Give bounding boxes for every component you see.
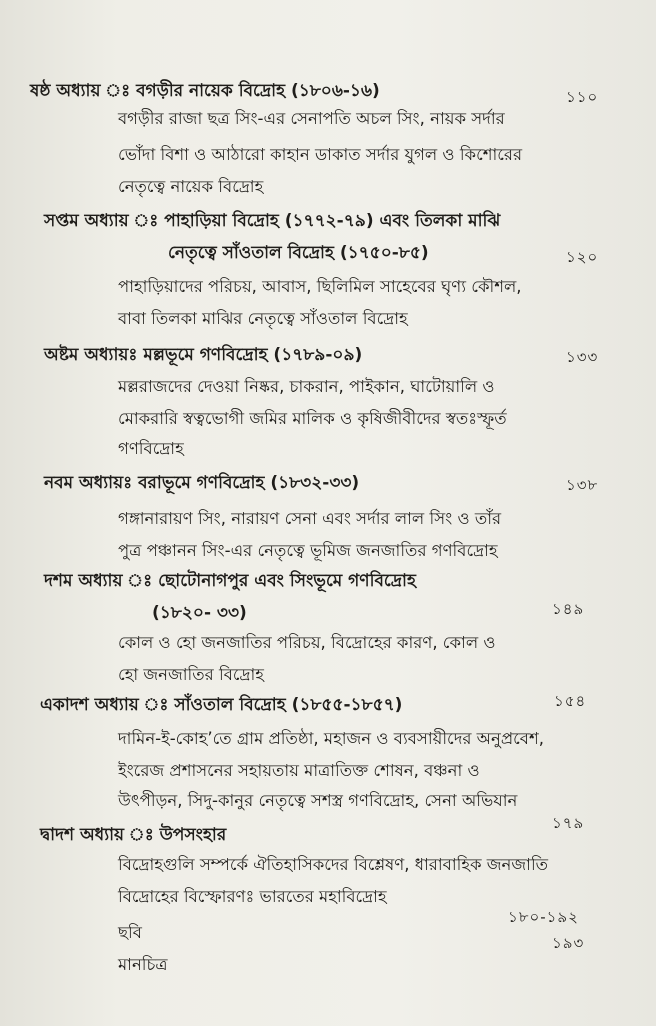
- chapter-8-line-3: গণবিদ্রোহ: [118, 439, 184, 458]
- chapter-8-heading: অষ্টম অধ্যায়ঃ মল্লভূমে গণবিদ্রোহ (১৭৮৯-০৯): [44, 345, 363, 365]
- chapter-6-page: ১১০: [566, 88, 599, 106]
- chapter-12-line-1: বিদ্রোহগুলি সম্পর্কে ঐতিহাসিকদের বিশ্লেষণ, ধারাবাহিক জনজাতি: [118, 855, 549, 874]
- chapter-9-heading: নবম অধ্যায়ঃ বরাভূমে গণবিদ্রোহ (১৮৩২-৩৩): [44, 473, 360, 493]
- chapter-9-line-2: পুত্র পঞ্চানন সিং-এর নেতৃত্বে ভূমিজ জনজাতির গণবিদ্রোহ: [118, 541, 498, 560]
- maps-label: মানচিত্র: [118, 955, 168, 974]
- illustrations-label: ছবি: [118, 923, 142, 942]
- chapter-6-line-3: নেতৃত্বে নায়েক বিদ্রোহ: [118, 177, 264, 196]
- chapter-9-page: ১৩৮: [566, 476, 599, 494]
- chapter-8-page: ১৩৩: [566, 348, 599, 366]
- chapter-11-line-1: দামিন-ই-কোহ’তে গ্রাম প্রতিষ্ঠা, মহাজন ও ব্যবসায়ীদের অনুপ্রবেশ,: [118, 729, 544, 748]
- illustrations-page: ১৮০-১৯২: [508, 908, 579, 926]
- chapter-10-line-2: হো জনজাতির বিদ্রোহ: [118, 665, 264, 684]
- chapter-7-heading: সপ্তম অধ্যায় ঃ পাহাড়িয়া বিদ্রোহ (১৭৭২-৭৯) এবং তিলকা মাঝি: [44, 211, 501, 231]
- chapter-11-heading: একাদশ অধ্যায় ঃ সাঁওতাল বিদ্রোহ (১৮৫৫-১৮৫৭): [40, 695, 403, 715]
- chapter-8-line-1: মল্লরাজদের দেওয়া নিষ্কর, চাকরান, পাইকান, ঘাটোয়ালি ও: [118, 377, 495, 396]
- chapter-10-heading: দশম অধ্যায় ঃ ছোটোনাগপুর এবং সিংভূমে গণবিদ্রোহ: [44, 571, 416, 591]
- chapter-11-line-2: ইংরেজ প্রশাসনের সহায়তায় মাত্রাতিক্ত শোষন, বঞ্চনা ও: [118, 761, 480, 780]
- chapter-8-line-2: মোকরারি স্বত্বভোগী জমির মালিক ও কৃষিজীবীদের স্বতঃস্ফূর্ত: [118, 409, 507, 428]
- maps-page: ১৯৩: [552, 934, 585, 952]
- chapter-6-heading: ষষ্ঠ অধ্যায় ঃ বগড়ীর নায়েক বিদ্রোহ (১৮০৬-১৬): [30, 81, 380, 101]
- chapter-10-line-1: কোল ও হো জনজাতির পরিচয়, বিদ্রোহের কারণ, কোল ও: [118, 633, 496, 652]
- chapter-12-page: ১৭৯: [552, 814, 585, 832]
- chapter-10-heading-line-2: (১৮২০- ৩৩): [152, 603, 247, 623]
- chapter-12-heading: দ্বাদশ অধ্যায় ঃ উপসংহার: [40, 825, 227, 845]
- chapter-7-line-1: পাহাড়িয়াদের পরিচয়, আবাস, ছিলিমিল সাহেবের ঘৃণ্য কৌশল,: [118, 277, 522, 296]
- chapter-7-line-2: বাবা তিলকা মাঝির নেতৃত্বে সাঁওতাল বিদ্রোহ: [118, 309, 408, 328]
- chapter-11-page: ১৫৪: [554, 692, 587, 710]
- chapter-7-heading-line-2: নেতৃত্বে সাঁওতাল বিদ্রোহ (১৭৫০-৮৫): [168, 243, 429, 263]
- chapter-7-page: ১২০: [566, 248, 599, 266]
- chapter-12-line-2: বিদ্রোহের বিস্ফোরণঃ ভারতের মহাবিদ্রোহ: [118, 887, 387, 906]
- chapter-11-line-3: উৎপীড়ন, সিদু-কানুর নেতৃত্বে সশস্ত্র গণবিদ্রোহ, সেনা অভিযান: [118, 791, 518, 810]
- chapter-6-line-2: ভোঁদা বিশা ও আঠারো কাহান ডাকাত সর্দার যুগল ও কিশোরের: [118, 145, 523, 164]
- chapter-10-page: ১৪৯: [552, 600, 585, 618]
- chapter-9-line-1: গঙ্গানারায়ণ সিং, নারায়ণ সেনা এবং সর্দার লাল সিং ও তাঁর: [118, 509, 502, 528]
- chapter-6-line-1: বগড়ীর রাজা ছত্র সিং-এর সেনাপতি অচল সিং, নায়ক সর্দার: [118, 109, 505, 128]
